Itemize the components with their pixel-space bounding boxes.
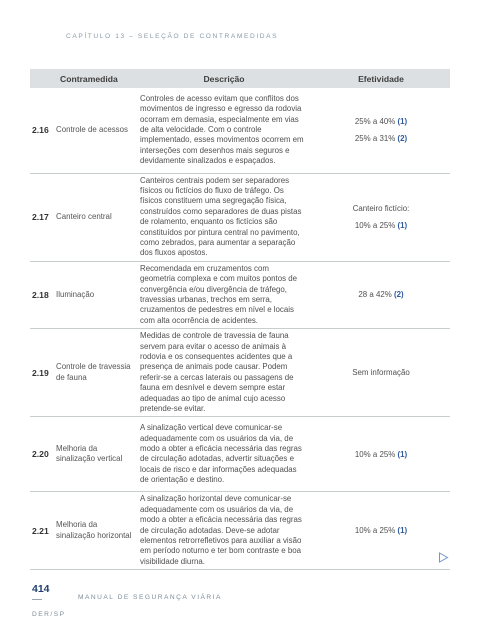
effectiveness-line: Sem informação (352, 368, 410, 378)
row-effectiveness (312, 261, 450, 328)
row-description: Recomendada em cruzamentos com geometria complexa e com muitos pontos de convergência e/ou divergência de tráfego, travessias urbanas, trechos em serra, cruzamentos de pedestres em nível e locais com alta ocorrência de acidentes. (136, 261, 312, 328)
row-id: 2.17 (30, 173, 56, 261)
play-arrow-outline-icon[interactable] (438, 552, 449, 563)
page-number: 414 (32, 583, 50, 595)
table-row (30, 417, 450, 492)
effectiveness-line: 10% a 25% (1) (354, 526, 408, 536)
row-countermeasure: Controle de travessia de fauna (56, 329, 136, 417)
row-id: 2.16 (30, 88, 56, 173)
organization-name: DER/SP (32, 611, 66, 618)
table-row (30, 88, 450, 173)
row-countermeasure: Canteiro central (56, 173, 136, 261)
reference-marker: (2) (397, 134, 408, 144)
row-countermeasure: Iluminação (56, 261, 136, 328)
row-description: A sinalização horizontal deve comunicar-se adequadamente com os usuários da via, de modo a obter a eficácia necessária das regras de circulação adotadas. Deve-se adotar elementos retrorrefletivos para auxiliar a visão em período noturno e ter bom contraste e boa visibilidade diurna. (136, 492, 312, 570)
effectiveness-line: Canteiro fictício: (352, 204, 410, 214)
row-effectiveness (312, 492, 450, 570)
effectiveness-line: 10% a 25% (1) (354, 221, 408, 231)
countermeasures-table (30, 69, 450, 570)
row-id: 2.18 (30, 261, 56, 328)
chapter-header: CAPÍTULO 13 – SELEÇÃO DE CONTRAMEDIDAS (66, 33, 279, 40)
effectiveness-line: 25% a 40% (1) (354, 117, 408, 127)
table-row (30, 261, 450, 328)
row-effectiveness (312, 173, 450, 261)
row-effectiveness (312, 329, 450, 417)
row-description: Canteiros centrais podem ser separadores físicos ou fictícios do fluxo de tráfego. Os físicos constituem uma segregação física, construídos como separadores de duas pistas de rolamento, enquanto os fictícios são constituídos por pintura central no pavimento, como zebrados, para aumentar a separação dos fluxos apostos. (136, 173, 312, 261)
table-row (30, 492, 450, 570)
row-description: Medidas de controle de travessia de fauna servem para evitar o acesso de animais à rodovia e os consequentes acidentes que a presença de animais pode causar. Podem referir-se a cercas laterais ou passagens de fauna em desnível e devem sempre estar adequadas ao tipo de animal cujo acesso pretende-se evitar. (136, 329, 312, 417)
row-description: Controles de acesso evitam que conflitos dos movimentos de ingresso e egresso da rodovia ocorram em demasia, especialmente em vias de alta velocidade. Com o controle implementado, esses movimentos ocorrem em interseções com desenhos mais seguros e devidamente sinalizados e espaçados. (136, 88, 312, 173)
table-row (30, 173, 450, 261)
column-header-effectiveness: Efetividade (312, 69, 450, 88)
effectiveness-line: 25% a 31% (2) (354, 134, 408, 144)
column-header-countermeasure: Contramedida (30, 69, 136, 88)
row-countermeasure: Melhoria da sinalização vertical (56, 417, 136, 492)
effectiveness-line: 28 a 42% (2) (358, 290, 404, 300)
row-countermeasure: Controle de acessos (56, 88, 136, 173)
row-effectiveness (312, 417, 450, 492)
row-id: 2.19 (30, 329, 56, 417)
column-header-description: Descrição (136, 69, 312, 88)
table-header-row (30, 69, 450, 88)
row-countermeasure: Melhoria da sinalização horizontal (56, 492, 136, 570)
reference-marker: (1) (397, 117, 408, 127)
effectiveness-line: 10% a 25% (1) (354, 449, 408, 459)
reference-marker: (1) (397, 449, 408, 459)
reference-marker: (1) (397, 221, 408, 231)
manual-title: MANUAL DE SEGURANÇA VIÁRIA (78, 594, 222, 601)
row-id: 2.21 (30, 492, 56, 570)
table-row (30, 329, 450, 417)
row-description: A sinalização vertical deve comunicar-se adequadamente com os usuários da via, de modo a obter a eficácia necessária das regras de circulação adotadas, advertir situações e locais de risco e dar informações adequadas de orientação e destino. (136, 417, 312, 492)
reference-marker: (1) (397, 526, 408, 536)
row-effectiveness (312, 88, 450, 173)
reference-marker: (2) (393, 290, 404, 300)
row-id: 2.20 (30, 417, 56, 492)
footer-divider (32, 599, 42, 600)
